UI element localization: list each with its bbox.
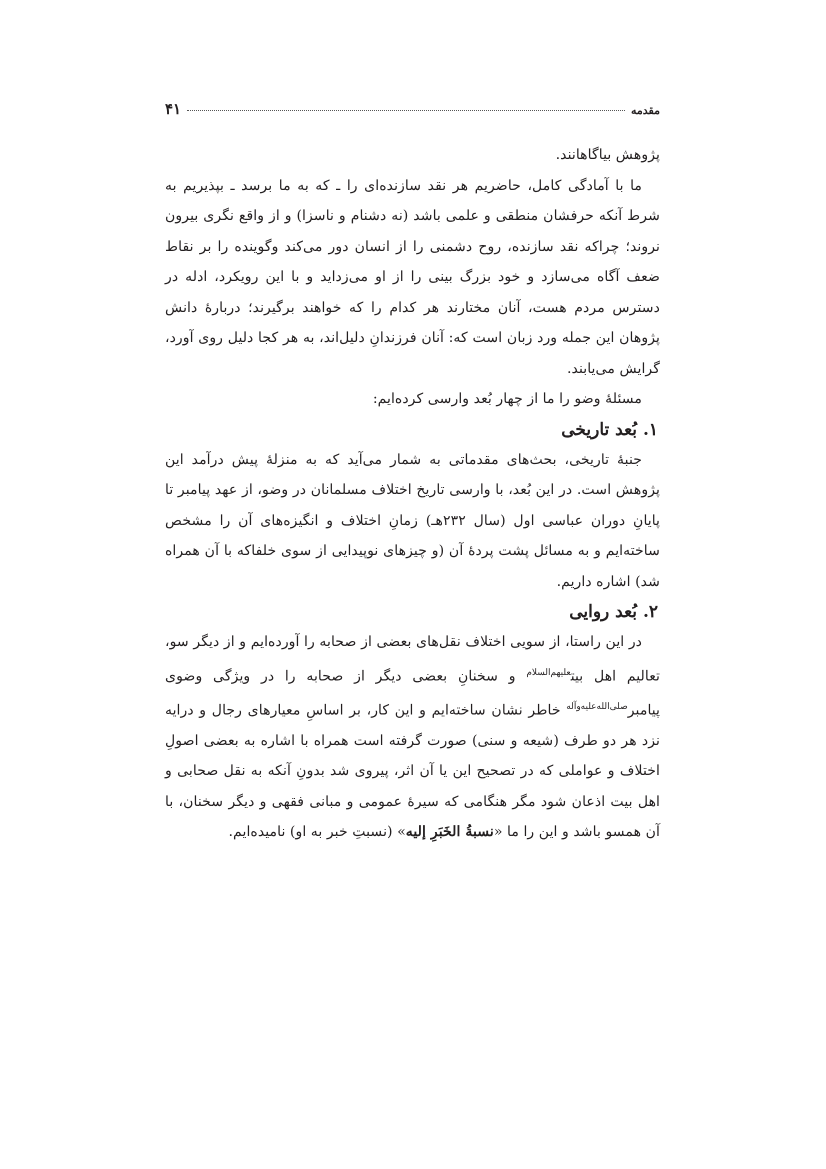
term-nisbat-al-khabar: نسبةُ الخَبَرِ إلیه: [405, 824, 494, 841]
honorific-prophet: صلی‌الله‌علیه‌وآله: [566, 701, 628, 712]
header-leader-dots: [187, 110, 625, 111]
running-header: [165, 100, 660, 122]
paragraph-5-part-b: و سخنانِ بعضی دیگر از صحابه را در ویژگی وضوی پیامبر: [165, 668, 660, 719]
paragraph-1: پژوهش بیاگاهانند.: [555, 147, 660, 163]
section-heading-narrative: ۲. بُعد روایی: [569, 602, 658, 622]
paragraph-5-part-a: در این راستا، از سویی اختلاف نقل‌های بعضی از صحابه را آورده‌ایم و از دیگر سو، تعالیم اهل بیت: [165, 634, 660, 685]
paragraph-5: [165, 627, 660, 848]
page-number: ۴۱: [165, 100, 182, 118]
page-body: [165, 140, 660, 848]
paragraph-4: جنبهٔ تاریخی، بحث‌های مقدماتی به شمار می‌آید که به منزلهٔ پیش درآمد این پژوهش است. در این بُعد، با وارسی تاریخ اختلاف مسلمانان در وضو، از عهد پیامبر تا پایانِ دوران عباسی اول (سال ۲۳۲هـ) زمانِ اختلاف و انگیزه‌های آن را مشخص ساخته‌ایم و به مسائل پشت پردهٔ آن (و چیزهای نوپیدایی از سوی خلفاکه با آن همراه شد) اشاره داریم.: [165, 451, 660, 590]
paragraph-2: ما با آمادگی کامل، حاضریم هر نقد سازنده‌ای را ـ که به ما برسد ـ بپذیریم به شرط آنکه حرفشان منطقی و علمی باشد (نه دشنام و ناسزا) و از واقع نگری بیرون نروند؛ چراکه نقد سازنده، روح دشمنی را از انسان دور می‌کند وگوینده را بر نقاط ضعف آگاه می‌سازد و خود بزرگ بینی را از او می‌زداید و با این رویکرد، ادله در دسترس مردم هست، آنان مختارند هر کدام را که خواهند برگیرند؛ دربارهٔ دانش پژوهان این جمله ورد زبان است که: آنان فرزندانِ دلیل‌اند، به هر کجا دلیل روی آورد، گرایش می‌یابند.: [165, 177, 660, 377]
header-title: مقدمه: [630, 104, 660, 117]
paragraph-3: مسئلهٔ وضو را ما از چهار بُعد وارسی کرده‌ایم:: [372, 391, 642, 407]
paragraph-5-part-d: » (نسبتِ خبر به او) نامیده‌ایم.: [228, 824, 406, 841]
honorific-ahl-al-bayt: علیهم‌السلام: [526, 667, 571, 678]
section-heading-historical: ۱. بُعد تاریخی: [561, 419, 658, 440]
paragraph-5-part-c: خاطر نشان ساخته‌ایم و این کار، بر اساسِ معیارهای رجال و درایه نزد هر دو طرف (شیعه و سنی) صورت گرفته است همراه با اشاره به بعضی اصولِ اختلاف و عواملی که در تصحیح این یا آن اثر، پیروی شد بدونِ آنکه به نقل صحابی و اهل بیت اذعان شود مگر هنگامی که سیرهٔ عمومی و مبانی فقهی و دیگر سخنان، با آن همسو باشد و این را ما «: [165, 702, 660, 841]
book-page: [165, 100, 660, 848]
